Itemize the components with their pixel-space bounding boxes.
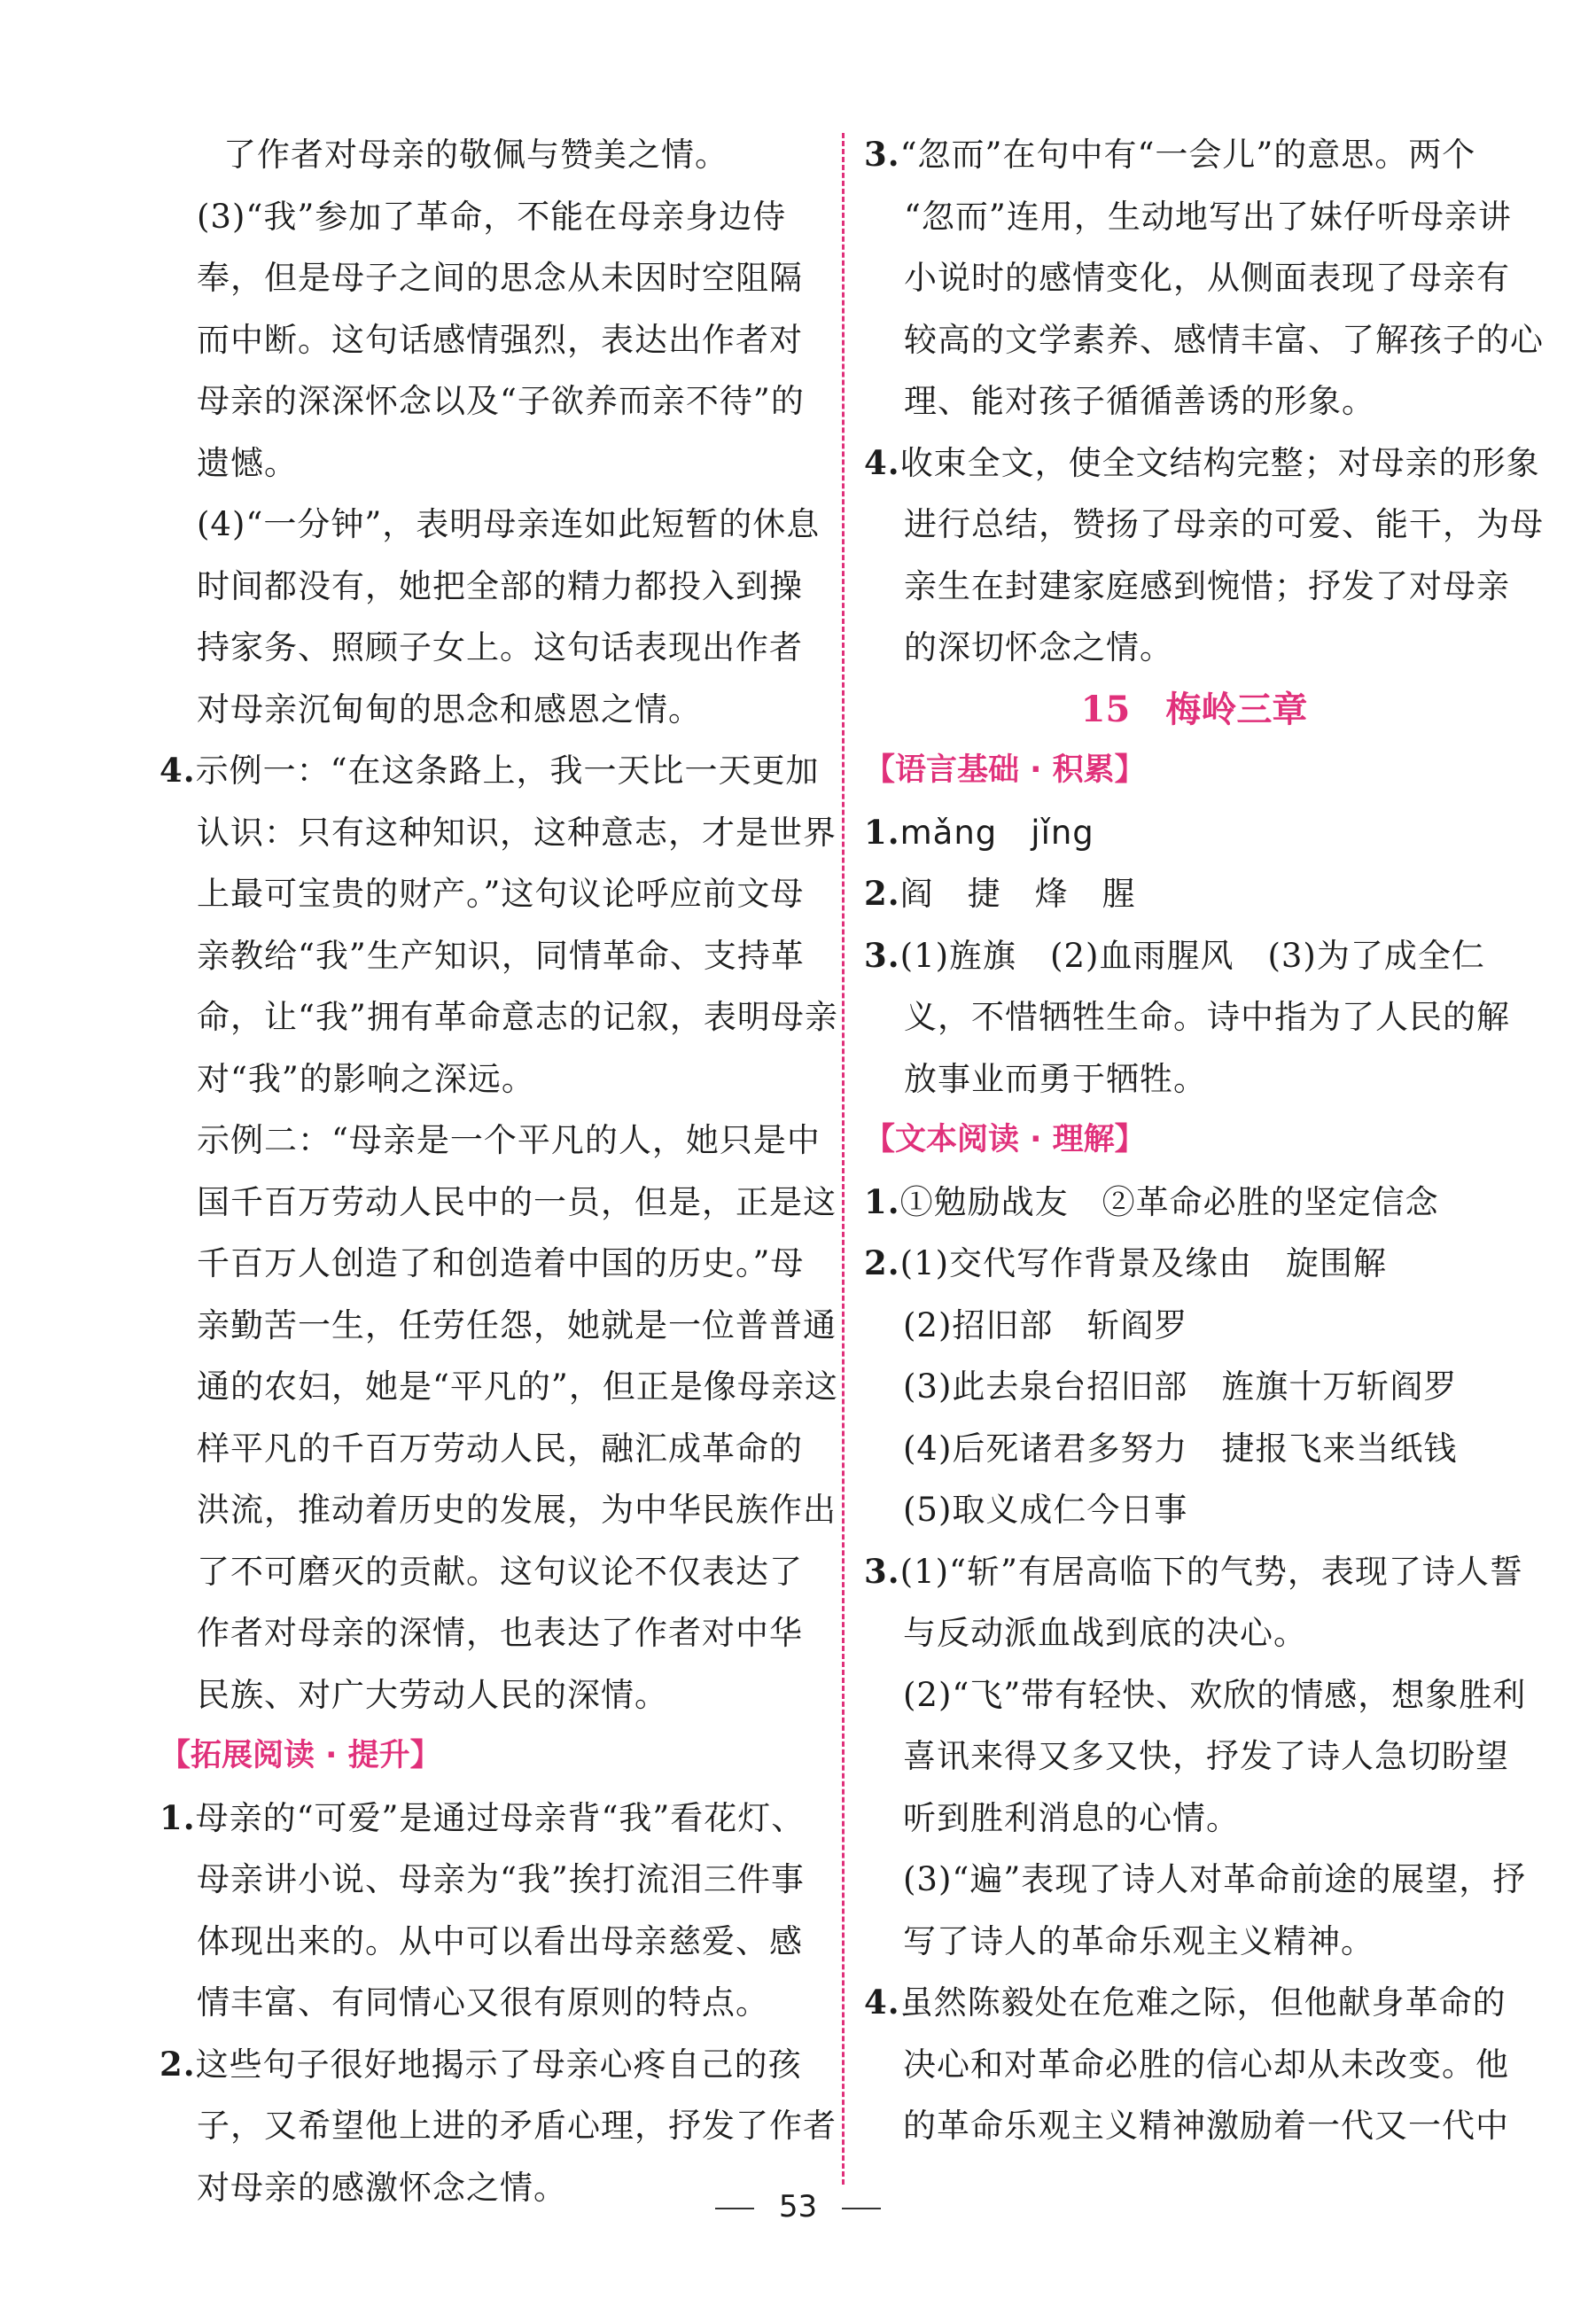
question-number: 1. xyxy=(864,812,900,852)
pinyin-answer: mǎng jǐng xyxy=(899,813,1094,852)
text-line: (3)此去泉台招旧部 旌旗十万斩阎罗 xyxy=(903,1367,1458,1406)
right-column xyxy=(864,124,1544,2157)
text-line: (2)“飞”带有轻快、欢欣的情感，想象胜利 xyxy=(903,1675,1527,1714)
text-line: 决心和对革命必胜的信心却从未改变。他 xyxy=(903,2045,1509,2084)
question-number: 2. xyxy=(160,2044,196,2084)
question-number: 4. xyxy=(864,442,900,482)
text-line: 洪流，推动着历史的发展，为中华民族作出 xyxy=(197,1491,837,1529)
text-line: 上最可宝贵的财产。”这句议论呼应前文母 xyxy=(197,875,805,913)
question-number: 1. xyxy=(160,1797,196,1837)
text-line: 样平凡的千百万劳动人民，融汇成革命的 xyxy=(197,1429,803,1468)
text-line: 听到胜利消息的心情。 xyxy=(903,1798,1240,1837)
lesson-title: 15 梅岭三章 xyxy=(1080,688,1308,730)
answer-3-line: 3.(1)“斩”有居高临下的气势，表现了诗人誓 xyxy=(864,1551,1523,1591)
text-line: 通的农妇，她是“平凡的”，但正是像母亲这 xyxy=(197,1367,838,1406)
text-line: 对母亲沉甸甸的思念和感恩之情。 xyxy=(197,690,702,728)
text-line: 对母亲的感激怀念之情。 xyxy=(197,2168,567,2207)
text-line: 理、能对孩子循循善诱的形象。 xyxy=(904,382,1375,420)
text-line: 的革命乐观主义精神激励着一代又一代中 xyxy=(903,2107,1509,2145)
answer-2-line: 2.阎 捷 烽 腥 xyxy=(864,874,1136,913)
text-line: 喜讯来得又多又快，抒发了诗人急切盼望 xyxy=(903,1737,1509,1775)
section-heading-text-reading: 【文本阅读 · 理解】 xyxy=(864,1122,1146,1157)
text-line: 写了诗人的革命乐观主义精神。 xyxy=(903,1921,1374,1960)
text-line: 母亲讲小说、母亲为“我”挨打流泪三件事 xyxy=(197,1860,805,1898)
answer-4-line: 4.收束全文，使全文结构完整；对母亲的形象 xyxy=(864,442,1540,482)
text-line: 与反动派血战到底的决心。 xyxy=(903,1614,1307,1652)
text-line: 义，不惜牺牲生命。诗中指为了人民的解 xyxy=(904,998,1510,1036)
text-line: (4)后死诸君多努力 捷报飞来当纸钱 xyxy=(903,1429,1458,1468)
text-line: 奉，但是母子之间的思念从未因时空阻隔 xyxy=(197,259,803,297)
text-line: (3)“我”参加了革命，不能在母亲身边侍 xyxy=(197,197,787,236)
page-number-value: 53 xyxy=(778,2189,818,2224)
answer-4-line: 4.示例一：“在这条路上，我一天比一天更加 xyxy=(160,751,820,790)
text-line: 了作者对母亲的敬佩与赞美之情。 xyxy=(223,136,728,174)
text-line: 遗憾。 xyxy=(197,443,298,482)
text-line: 对“我”的影响之深远。 xyxy=(197,1059,535,1098)
section-heading-language: 【语言基础 · 积累】 xyxy=(864,752,1146,788)
question-number: 4. xyxy=(160,751,196,790)
text-line: 了不可磨灭的贡献。这句议论不仅表达了 xyxy=(197,1552,803,1591)
text-line: 作者对母亲的深情，也表达了作者对中华 xyxy=(197,1614,803,1652)
answer-2-line: 2.(1)交代写作背景及缘由 旋围解 xyxy=(864,1243,1388,1282)
text-line: 示例二：“母亲是一个平凡的人，她只是中 xyxy=(197,1121,821,1159)
text-line: 国千百万劳动人民中的一员，但是，正是这 xyxy=(197,1182,837,1221)
answer-1-line: 1.母亲的“可爱”是通过母亲背“我”看花灯、 xyxy=(160,1797,806,1837)
text-line: (2)招旧部 斩阎罗 xyxy=(903,1305,1188,1344)
text-line: 亲教给“我”生产知识，同情革命、支持革 xyxy=(197,936,805,975)
text-line: 放事业而勇于牺牲。 xyxy=(904,1059,1207,1098)
text-line: (3)“遍”表现了诗人对革命前途的展望，抒 xyxy=(903,1860,1527,1898)
text-line: 千百万人创造了和创造着中国的历史。”母 xyxy=(197,1244,805,1282)
answer-1-line xyxy=(864,802,1524,864)
answer-3-line: 3.“忽而”在句中有“一会儿”的意思。两个 xyxy=(864,135,1476,174)
page-number-dash-left xyxy=(715,2208,754,2209)
text-line: 亲生在封建家庭感到惋惜；抒发了对母亲 xyxy=(904,566,1510,605)
answer-1-line: 1.①勉励战友 ②革命必胜的坚定信念 xyxy=(864,1181,1439,1221)
text-line: (4)“一分钟”，表明母亲连如此短暂的休息 xyxy=(197,505,821,543)
column-divider xyxy=(842,133,845,2185)
page-number xyxy=(0,2189,1596,2224)
text-line: 小说时的感情变化，从侧面表现了母亲有 xyxy=(904,259,1510,297)
text-line: (5)取义成仁今日事 xyxy=(903,1491,1188,1529)
answer-3-line: 3.(1)旌旗 (2)血雨腥风 (3)为了成全仁 xyxy=(864,935,1485,975)
question-number: 3. xyxy=(864,935,900,975)
text-line: 亲勤苦一生，任劳任怨，她就是一位普普通 xyxy=(197,1305,837,1344)
text-line: 进行总结，赞扬了母亲的可爱、能干，为母 xyxy=(904,505,1544,543)
question-number: 3. xyxy=(864,135,900,174)
text-line: “忽而”连用，生动地写出了妹仔听母亲讲 xyxy=(904,197,1512,236)
page-number-dash-right xyxy=(842,2208,881,2209)
text-line: 较高的文学素养、感情丰富、了解孩子的心 xyxy=(904,320,1544,359)
answer-4-line: 4.虽然陈毅处在危难之际，但他献身革命的 xyxy=(864,1983,1506,2022)
left-column xyxy=(160,124,838,2218)
question-number: 3. xyxy=(864,1551,900,1591)
text-line: 时间都没有，她把全部的精力都投入到操 xyxy=(197,566,803,605)
text-line: 认识：只有这种知识，这种意志，才是世界 xyxy=(197,813,837,852)
text-line: 民族、对广大劳动人民的深情。 xyxy=(197,1675,668,1714)
answer-2-line: 2.这些句子很好地揭示了母亲心疼自己的孩 xyxy=(160,2044,802,2084)
question-number: 2. xyxy=(864,1243,900,1282)
question-number: 1. xyxy=(864,1181,900,1221)
text-line: 的深切怀念之情。 xyxy=(904,628,1173,666)
text-line: 持家务、照顾子女上。这句话表现出作者 xyxy=(197,628,803,666)
text-line: 命，让“我”拥有革命意志的记叙，表明母亲 xyxy=(197,998,838,1036)
text-line: 母亲的深深怀念以及“子欲养而亲不待”的 xyxy=(197,382,805,420)
text-line: 情丰富、有同情心又很有原则的特点。 xyxy=(197,1983,769,2022)
text-line: 体现出来的。从中可以看出母亲慈爱、感 xyxy=(197,1921,803,1960)
text-line: 子，又希望他上进的矛盾心理，抒发了作者 xyxy=(197,2107,837,2145)
section-heading-extend-reading: 【拓展阅读 · 提升】 xyxy=(160,1738,441,1773)
question-number: 4. xyxy=(864,1983,900,2022)
text-line: 而中断。这句话感情强烈，表达出作者对 xyxy=(197,320,803,359)
question-number: 2. xyxy=(864,874,900,913)
